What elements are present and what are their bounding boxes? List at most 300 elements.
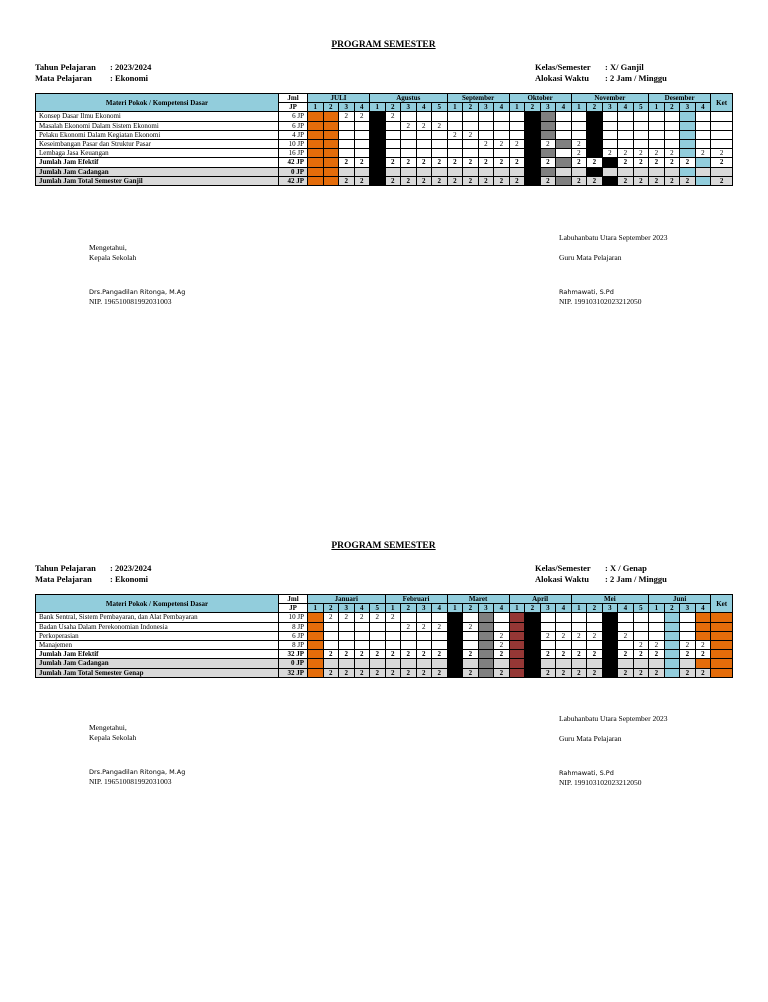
week-cell (633, 659, 649, 668)
month-header: Maret (447, 595, 509, 604)
week-cell (695, 139, 711, 148)
week-cell (525, 668, 541, 677)
week-header: 3 (478, 604, 494, 613)
week-cell (711, 640, 733, 649)
jp-cell: 16 JP (279, 149, 308, 158)
week-cell (618, 121, 634, 130)
week-header: 3 (602, 604, 618, 613)
week-cell (680, 622, 696, 631)
week-cell (494, 167, 510, 176)
materi-cell: Jumlah Jam Total Semester Genap (36, 668, 279, 677)
week-cell: 2 (587, 631, 603, 640)
week-cell: 2 (571, 668, 587, 677)
week-cell (695, 130, 711, 139)
week-cell: 2 (618, 650, 634, 659)
week-header: 4 (494, 103, 510, 112)
week-cell: 2 (385, 158, 401, 167)
week-cell (416, 640, 432, 649)
week-cell (602, 659, 618, 668)
week-cell (370, 631, 386, 640)
week-cell: 2 (401, 668, 417, 677)
week-cell (525, 167, 541, 176)
month-header: Juni (649, 595, 711, 604)
week-cell: 2 (540, 631, 556, 640)
week-header: 2 (463, 604, 479, 613)
week-cell (664, 139, 680, 148)
week-cell (602, 158, 618, 167)
week-cell (370, 176, 386, 185)
jp-cell: 0 JP (279, 167, 308, 176)
header-jml: Jml (279, 595, 308, 604)
week-cell (602, 130, 618, 139)
week-cell (664, 659, 680, 668)
week-cell: 2 (680, 650, 696, 659)
week-cell (308, 158, 324, 167)
week-cell (308, 668, 324, 677)
week-cell (385, 130, 401, 139)
week-cell (463, 640, 479, 649)
week-cell: 2 (416, 176, 432, 185)
week-cell (370, 112, 386, 121)
week-cell (618, 613, 634, 622)
week-cell (385, 167, 401, 176)
week-cell: 2 (556, 631, 572, 640)
week-cell (540, 112, 556, 121)
week-cell: 2 (354, 650, 370, 659)
week-cell (618, 640, 634, 649)
week-cell (633, 139, 649, 148)
week-header: 1 (571, 604, 587, 613)
week-cell: 2 (556, 650, 572, 659)
week-cell (633, 631, 649, 640)
week-cell (478, 149, 494, 158)
week-cell (308, 650, 324, 659)
week-cell: 2 (571, 176, 587, 185)
week-cell (602, 668, 618, 677)
week-cell (447, 167, 463, 176)
week-cell (711, 659, 733, 668)
week-cell (571, 112, 587, 121)
week-cell (370, 622, 386, 631)
semester-genap-section (35, 541, 732, 821)
week-cell (587, 659, 603, 668)
week-cell: 2 (354, 158, 370, 167)
week-header: 1 (571, 103, 587, 112)
week-cell (602, 139, 618, 148)
week-cell (401, 112, 417, 121)
week-cell: 2 (633, 176, 649, 185)
table-row (36, 650, 733, 659)
week-cell (618, 112, 634, 121)
week-cell (308, 659, 324, 668)
month-header: Mei (571, 595, 649, 604)
schedule-table (35, 594, 733, 678)
jp-cell: 6 JP (279, 631, 308, 640)
mapel-value: : Ekonomi (110, 574, 149, 584)
guru-name: Rahmawati, S.Pd (559, 769, 614, 777)
week-cell (571, 167, 587, 176)
week-cell (525, 149, 541, 158)
week-cell (401, 659, 417, 668)
alokasi-label: Alokasi Waktu (535, 574, 589, 584)
week-cell (633, 112, 649, 121)
week-cell (385, 659, 401, 668)
materi-cell: Jumlah Jam Efektif (36, 650, 279, 659)
week-cell: 2 (463, 622, 479, 631)
week-cell (680, 659, 696, 668)
page-title: PROGRAM SEMESTER (331, 541, 436, 551)
week-header: 2 (463, 103, 479, 112)
week-cell (587, 112, 603, 121)
week-header: 4 (556, 103, 572, 112)
week-cell (339, 121, 355, 130)
week-cell: 2 (323, 650, 339, 659)
week-header: 3 (540, 103, 556, 112)
week-cell (711, 167, 733, 176)
week-cell (711, 650, 733, 659)
week-cell (323, 640, 339, 649)
week-cell (478, 112, 494, 121)
week-cell: 2 (432, 121, 448, 130)
week-cell (618, 139, 634, 148)
week-cell: 2 (339, 650, 355, 659)
table-row (36, 158, 733, 167)
week-cell (695, 158, 711, 167)
week-cell (370, 121, 386, 130)
week-cell (587, 149, 603, 158)
week-header: 4 (354, 604, 370, 613)
week-cell (323, 130, 339, 139)
week-cell: 2 (447, 176, 463, 185)
week-cell: 2 (463, 650, 479, 659)
materi-cell: Badan Usaha Dalam Perekonomian Indonesia (36, 622, 279, 631)
week-cell (478, 650, 494, 659)
materi-cell: Jumlah Jam Cadangan (36, 659, 279, 668)
meta-left (35, 62, 151, 84)
week-header: 4 (354, 103, 370, 112)
week-cell: 2 (680, 640, 696, 649)
table-row (36, 176, 733, 185)
week-cell: 2 (463, 130, 479, 139)
week-header: 3 (540, 604, 556, 613)
week-cell: 2 (633, 149, 649, 158)
week-cell (308, 121, 324, 130)
week-cell (602, 112, 618, 121)
week-cell (401, 640, 417, 649)
week-cell (401, 130, 417, 139)
week-cell: 2 (509, 139, 525, 148)
month-header: Januari (308, 595, 386, 604)
week-cell (649, 659, 665, 668)
week-cell: 2 (463, 176, 479, 185)
week-cell (323, 158, 339, 167)
week-cell (478, 130, 494, 139)
week-cell (556, 139, 572, 148)
jp-cell: 0 JP (279, 659, 308, 668)
table-row (36, 139, 733, 148)
week-cell (370, 167, 386, 176)
week-cell (649, 139, 665, 148)
header-jp: JP (279, 604, 308, 613)
table-row (36, 112, 733, 121)
week-cell: 2 (401, 176, 417, 185)
week-cell (323, 149, 339, 158)
materi-cell: Masalah Ekonomi Dalam Sistem Ekonomi (36, 121, 279, 130)
jp-cell: 42 JP (279, 158, 308, 167)
week-cell (680, 121, 696, 130)
header-materi: Materi Pokok / Kompetensi Dasar (36, 94, 279, 112)
week-cell (525, 176, 541, 185)
week-cell (695, 631, 711, 640)
week-cell (308, 622, 324, 631)
week-cell: 2 (416, 158, 432, 167)
week-cell: 2 (618, 158, 634, 167)
week-cell (571, 130, 587, 139)
week-cell (354, 130, 370, 139)
week-cell (618, 130, 634, 139)
week-cell (587, 613, 603, 622)
week-cell (711, 139, 733, 148)
jp-cell: 4 JP (279, 130, 308, 139)
week-cell (695, 176, 711, 185)
week-cell (711, 130, 733, 139)
week-header: 2 (385, 103, 401, 112)
week-cell (308, 149, 324, 158)
meta-right (535, 62, 667, 84)
week-cell (432, 613, 448, 622)
meta-left (35, 563, 151, 585)
week-cell (308, 130, 324, 139)
materi-cell: Jumlah Jam Efektif (36, 158, 279, 167)
week-cell (447, 613, 463, 622)
week-cell: 2 (401, 158, 417, 167)
week-cell (447, 659, 463, 668)
week-cell (509, 659, 525, 668)
week-cell (447, 149, 463, 158)
guru-signature (559, 233, 668, 307)
kepala-nip: NIP. 196510081992031003 (89, 777, 172, 786)
week-cell (649, 167, 665, 176)
mapel-label: Mata Pelajaran (35, 73, 92, 83)
month-header: JULI (308, 94, 370, 103)
week-cell (711, 613, 733, 622)
week-cell: 2 (447, 158, 463, 167)
kepala-nip: NIP. 196510081992031003 (89, 297, 172, 306)
week-cell: 2 (556, 668, 572, 677)
month-header: Agustus (370, 94, 448, 103)
week-cell: 2 (664, 176, 680, 185)
week-cell: 2 (571, 139, 587, 148)
week-cell (649, 622, 665, 631)
week-cell (401, 167, 417, 176)
week-cell (339, 139, 355, 148)
week-cell: 2 (354, 668, 370, 677)
alokasi-label: Alokasi Waktu (535, 73, 589, 83)
guru-signature (559, 714, 668, 788)
week-cell (649, 112, 665, 121)
week-cell (401, 149, 417, 158)
week-cell: 2 (432, 158, 448, 167)
week-cell: 2 (649, 640, 665, 649)
week-cell (649, 130, 665, 139)
week-cell (432, 149, 448, 158)
week-cell (633, 130, 649, 139)
week-cell (308, 631, 324, 640)
week-cell: 2 (478, 158, 494, 167)
mengetahui-text: Mengetahui, (89, 243, 127, 252)
week-cell: 2 (540, 668, 556, 677)
week-header: 3 (416, 604, 432, 613)
week-cell (509, 121, 525, 130)
week-cell (649, 121, 665, 130)
jp-cell: 6 JP (279, 121, 308, 130)
week-cell (509, 650, 525, 659)
week-header: 3 (339, 604, 355, 613)
jp-cell: 8 JP (279, 640, 308, 649)
week-cell (463, 167, 479, 176)
week-cell (509, 112, 525, 121)
week-cell: 2 (385, 650, 401, 659)
week-cell (556, 167, 572, 176)
materi-cell: Lembaga Jasa Keuangan (36, 149, 279, 158)
week-header: 4 (618, 604, 634, 613)
materi-cell: Jumlah Jam Cadangan (36, 167, 279, 176)
week-cell: 2 (494, 176, 510, 185)
week-cell (525, 640, 541, 649)
week-cell (680, 613, 696, 622)
week-cell (308, 112, 324, 121)
week-header: 1 (447, 103, 463, 112)
week-cell (432, 640, 448, 649)
meta-right (535, 563, 667, 585)
week-cell (370, 130, 386, 139)
week-cell: 2 (587, 650, 603, 659)
week-cell (463, 613, 479, 622)
week-header: 2 (664, 604, 680, 613)
week-cell (385, 640, 401, 649)
table-row (36, 659, 733, 668)
week-cell (711, 668, 733, 677)
week-cell (602, 121, 618, 130)
week-cell (354, 139, 370, 148)
week-cell (556, 640, 572, 649)
week-cell (339, 659, 355, 668)
kepala-signature (89, 243, 185, 307)
week-cell (416, 613, 432, 622)
week-cell (525, 613, 541, 622)
week-cell (463, 631, 479, 640)
week-cell: 2 (711, 158, 733, 167)
week-cell (695, 622, 711, 631)
week-cell: 2 (494, 668, 510, 677)
week-cell (401, 139, 417, 148)
week-cell (339, 622, 355, 631)
week-cell (540, 640, 556, 649)
week-cell: 2 (416, 622, 432, 631)
week-cell (525, 121, 541, 130)
week-cell (385, 121, 401, 130)
week-cell (525, 112, 541, 121)
week-cell: 2 (618, 668, 634, 677)
week-cell (571, 640, 587, 649)
week-cell (540, 659, 556, 668)
week-cell: 2 (618, 631, 634, 640)
week-cell (664, 130, 680, 139)
week-cell: 2 (664, 149, 680, 158)
week-header: 4 (556, 604, 572, 613)
guru-title: Guru Mata Pelajaran (559, 253, 622, 262)
week-cell (649, 631, 665, 640)
week-header: 1 (649, 103, 665, 112)
week-cell (664, 112, 680, 121)
week-header: 4 (695, 604, 711, 613)
week-cell (525, 130, 541, 139)
week-cell (323, 622, 339, 631)
header-materi: Materi Pokok / Kompetensi Dasar (36, 595, 279, 613)
kepala-name: Drs.Pangadilan Ritonga, M.Ag (89, 288, 186, 296)
week-cell: 2 (370, 650, 386, 659)
week-header: 5 (370, 604, 386, 613)
week-cell (525, 659, 541, 668)
week-cell (556, 622, 572, 631)
week-cell (478, 659, 494, 668)
week-header: 4 (494, 604, 510, 613)
week-header: 1 (447, 604, 463, 613)
week-cell (509, 613, 525, 622)
week-cell (525, 158, 541, 167)
week-cell (649, 613, 665, 622)
week-cell: 2 (633, 668, 649, 677)
materi-cell: Konsep Dasar Ilmu Ekonomi (36, 112, 279, 121)
week-cell: 2 (401, 650, 417, 659)
week-cell (571, 121, 587, 130)
week-cell (478, 640, 494, 649)
jp-cell: 32 JP (279, 668, 308, 677)
table-row (36, 668, 733, 677)
week-header: 1 (509, 604, 525, 613)
week-cell: 2 (494, 650, 510, 659)
table-row (36, 130, 733, 139)
week-cell (385, 149, 401, 158)
week-cell (308, 167, 324, 176)
week-cell (478, 613, 494, 622)
week-cell: 2 (463, 668, 479, 677)
week-cell (602, 622, 618, 631)
week-header: 3 (680, 604, 696, 613)
week-header: 1 (509, 103, 525, 112)
table-row (36, 622, 733, 631)
week-cell: 2 (540, 139, 556, 148)
week-cell (463, 112, 479, 121)
week-cell (432, 167, 448, 176)
week-cell (494, 613, 510, 622)
week-cell: 2 (494, 158, 510, 167)
week-cell (711, 622, 733, 631)
week-cell (587, 622, 603, 631)
week-cell (571, 622, 587, 631)
week-header: 4 (618, 103, 634, 112)
month-header: September (447, 94, 509, 103)
week-cell (602, 640, 618, 649)
week-header: 5 (432, 103, 448, 112)
week-cell (680, 149, 696, 158)
week-cell: 2 (509, 158, 525, 167)
week-cell (664, 668, 680, 677)
kelas-label: Kelas/Semester (535, 62, 591, 72)
week-cell (525, 139, 541, 148)
week-cell (323, 167, 339, 176)
week-cell (525, 650, 541, 659)
